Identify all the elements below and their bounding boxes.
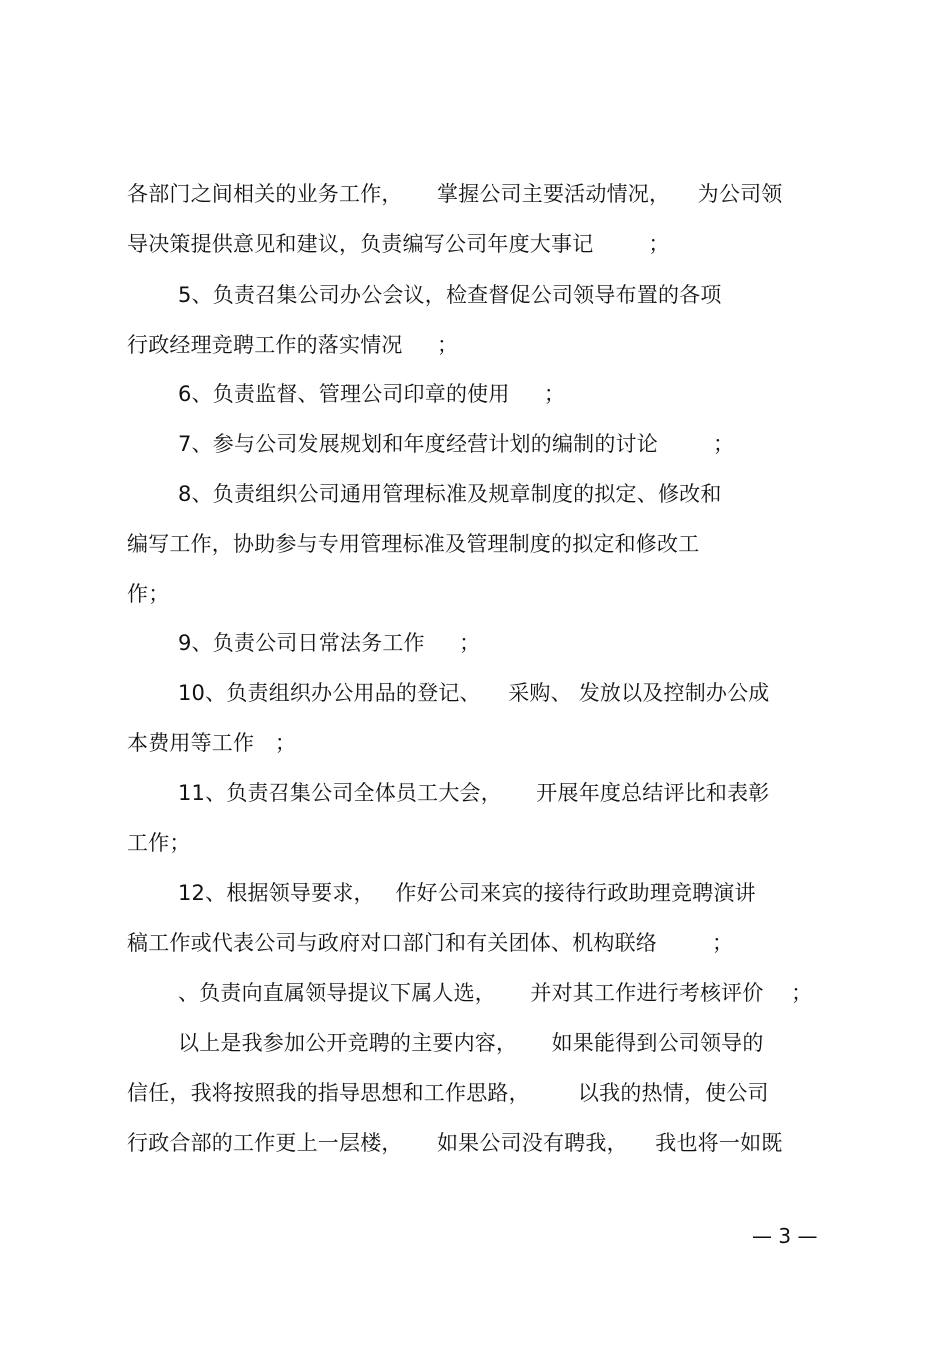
text-line: 6、负责监督、管理公司印章的使用 ； (178, 382, 566, 406)
text-line: 行政合部的工作更上一层楼， 如果公司没有聘我， 我也将一如既 (127, 1131, 783, 1155)
text-line: 以上是我参加公开竞聘的主要内容， 如果能得到公司领导的 (178, 1031, 764, 1055)
text-line: 本费用等工作 ； (127, 731, 297, 755)
text-line: 信任，我将按照我的指导思想和工作思路， 以我的热情，使公司 (127, 1081, 769, 1105)
text-line: 行政经理竞聘工作的落实情况 ； (127, 333, 459, 357)
text-line: 9、负责公司日常法务工作 ； (178, 631, 481, 655)
text-line: 编写工作，协助参与专用管理标准及管理制度的拟定和修改工 (127, 532, 700, 556)
text-line: 10、负责组织办公用品的登记、 采购、 发放以及控制办公成 (178, 681, 770, 705)
text-line: 各部门之间相关的业务工作， 掌握公司主要活动情况， 为公司领 (127, 182, 783, 206)
text-line: 、负责向直属领导提议下属人选， 并对其工作进行考核评价 ； (178, 981, 813, 1005)
page-number: — 3 — (752, 1224, 818, 1248)
text-line: 工作； (127, 831, 191, 855)
text-line: 12、根据领导要求， 作好公司来宾的接待行政助理竞聘演讲 (178, 881, 756, 905)
text-line: 8、负责组织公司通用管理标准及规章制度的拟定、修改和 (178, 482, 722, 506)
text-line: 5、负责召集公司办公会议，检查督促公司领导布置的各项 (178, 283, 722, 307)
text-line: 7、参与公司发展规划和年度经营计划的编制的讨论 ； (178, 432, 735, 456)
text-line: 导决策提供意见和建议，负责编写公司年度大事记 ； (127, 232, 670, 256)
text-line: 11、负责召集公司全体员工大会， 开展年度总结评比和表彰 (178, 781, 770, 805)
text-line: 作； (127, 582, 170, 606)
text-line: 稿工作或代表公司与政府对口部门和有关团体、机构联络 ； (127, 931, 734, 955)
